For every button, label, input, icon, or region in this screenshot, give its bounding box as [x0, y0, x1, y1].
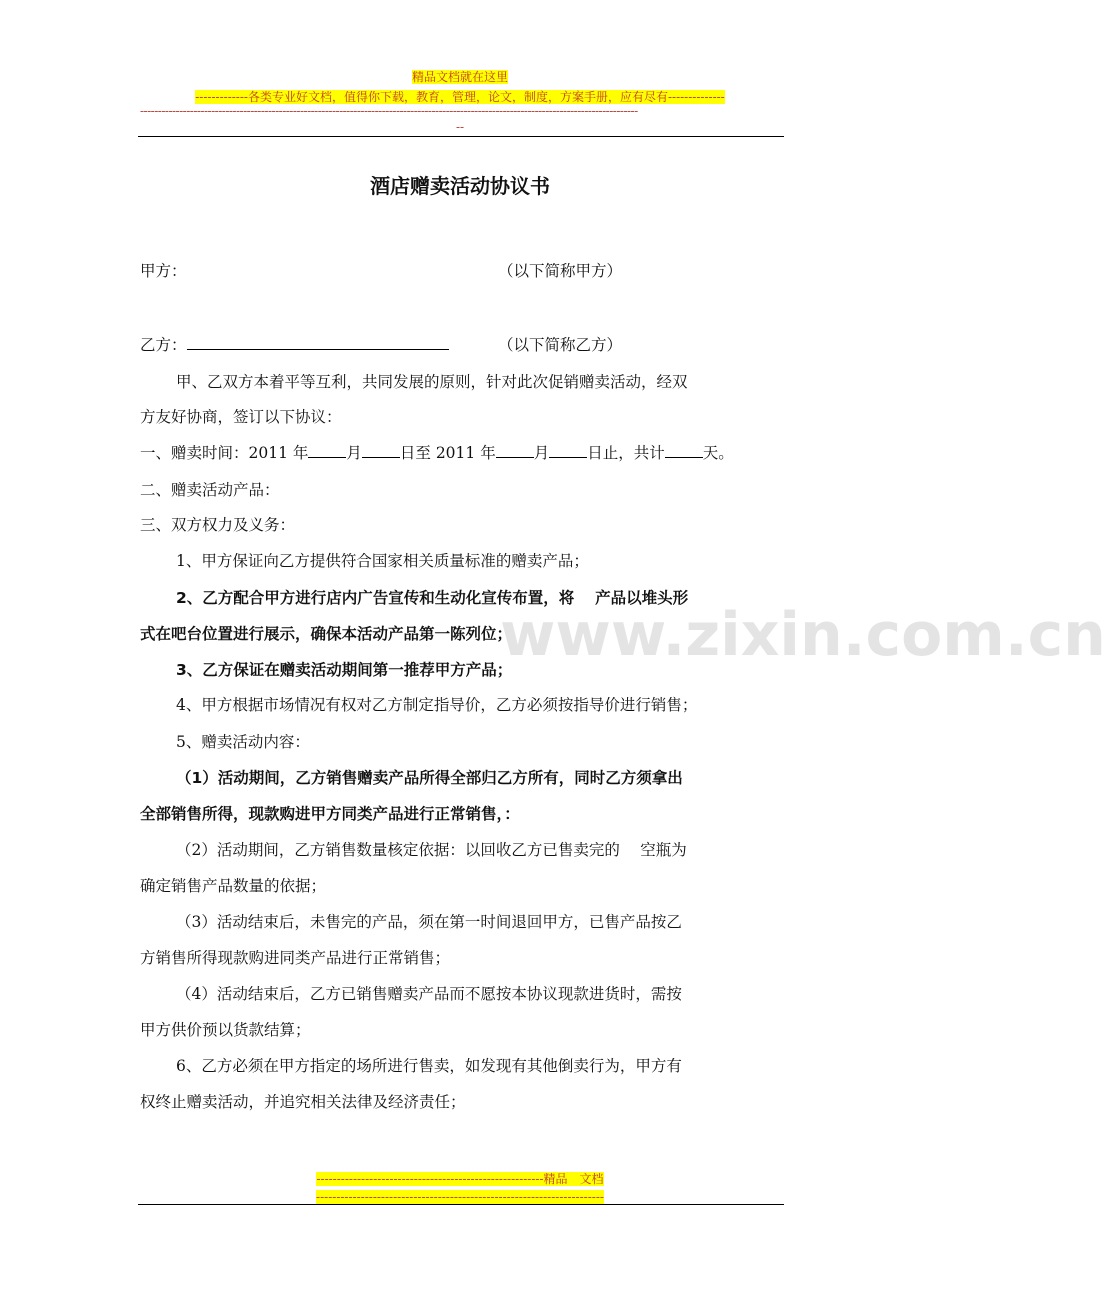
- footer-line-2-row: [0, 1186, 920, 1205]
- sub-4-line-2: 甲方供价预以货款结算；: [140, 1021, 311, 1039]
- intro-line-1: 甲、乙双方本着平等互利，共同发展的原则，针对此次促销赠卖活动，经双: [176, 373, 688, 391]
- item-6-line-2: 权终止赠卖活动，并追究相关法律及经济责任；: [140, 1093, 466, 1111]
- party-a-row: [140, 259, 187, 281]
- party-b-row: [140, 333, 449, 355]
- term-prefix: 一、赠卖时间：2011 年: [140, 444, 309, 462]
- sub-1-line-1: （1）活动期间，乙方销售赠卖产品所得全部归乙方所有，同时乙方须拿出: [176, 769, 683, 787]
- sub-3-line-2: 方销售所得现款购进同类产品进行正常销售；: [140, 949, 451, 967]
- item-5: 5、赠卖活动内容：: [176, 733, 310, 751]
- term-day-1: 日至 2011 年: [399, 444, 496, 462]
- sub-2-line-1: （2）活动期间，乙方销售数量核定依据：以回收乙方已售卖完的 空瓶为: [176, 841, 687, 859]
- term-days: 天。: [702, 444, 734, 462]
- party-a-suffix: （以下简称甲方）: [498, 262, 623, 280]
- sub-2-line-2: 确定销售产品数量的依据；: [140, 877, 327, 895]
- term-month-2: 月: [533, 444, 550, 462]
- item-3: 3、乙方保证在赠卖活动期间第一推荐甲方产品；: [176, 661, 513, 679]
- item-1: 1、甲方保证向乙方提供符合国家相关质量标准的赠卖产品；: [176, 552, 589, 570]
- sub-3-line-1: （3）活动结束后，未售完的产品，须在第一时间退回甲方，已售产品按乙: [176, 913, 682, 931]
- section-1-term: [140, 441, 734, 463]
- day-blank-1: [362, 443, 400, 458]
- party-b-name-blank: [187, 335, 449, 350]
- header-divider: [138, 136, 784, 137]
- term-month-1: 月: [346, 444, 362, 462]
- header-top-label: 精品文档就在这里: [411, 70, 508, 84]
- item-2-line-1: 2、乙方配合甲方进行店内广告宣传和生动化宣传布置，将 产品以堆头形: [176, 589, 689, 607]
- party-a-label: 甲方：: [140, 262, 187, 280]
- footer-divider: [138, 1204, 784, 1205]
- term-day-2: 日止，共计: [587, 444, 665, 462]
- item-4: 4、甲方根据市场情况有权对乙方制定指导价，乙方必须按指导价进行销售；: [176, 696, 698, 714]
- footer-line-1-row: [0, 1168, 920, 1187]
- footer-line-2: -----------------------------------------------------------------------: [316, 1190, 604, 1204]
- sub-4-line-1: （4）活动结束后，乙方已销售赠卖产品而不愿按本协议现款进货时，需按: [176, 985, 682, 1003]
- sub-1-line-2: 全部销售所得，现款购进甲方同类产品进行正常销售，：: [140, 805, 520, 823]
- header-dash-tail: --: [455, 120, 465, 134]
- month-blank-2: [496, 443, 534, 458]
- watermark: www.zixin.com.cn: [500, 600, 1106, 670]
- header-tagline-row: [0, 86, 920, 105]
- party-b-label: 乙方：: [140, 336, 187, 354]
- header-tagline: -------------各类专业好文档，值得你下载，教育，管理，论文，制度，方案手册，应有尽有--------------: [195, 90, 725, 104]
- header-dash-line: --------------------------------------------------------------------------------------------------------------------------------------------: [140, 104, 638, 118]
- footer-line-1: --------------------------------------------------------精品 文档: [316, 1172, 604, 1186]
- section-2-heading: 二、赠卖活动产品：: [140, 481, 280, 499]
- section-3-heading: 三、双方权力及义务：: [140, 516, 296, 534]
- intro-line-2: 方友好协商，签订以下协议：: [140, 408, 342, 426]
- month-blank-1: [308, 443, 346, 458]
- document-title: 酒店赠卖活动协议书: [370, 174, 550, 198]
- header-top-label-row: [0, 66, 920, 85]
- item-6-line-1: 6、乙方必须在甲方指定的场所进行售卖，如发现有其他倒卖行为，甲方有: [176, 1057, 682, 1075]
- days-blank: [665, 443, 703, 458]
- day-blank-2: [549, 443, 587, 458]
- item-2-line-2: 式在吧台位置进行展示，确保本活动产品第一陈列位；: [140, 625, 513, 643]
- party-b-suffix: （以下简称乙方）: [498, 336, 623, 354]
